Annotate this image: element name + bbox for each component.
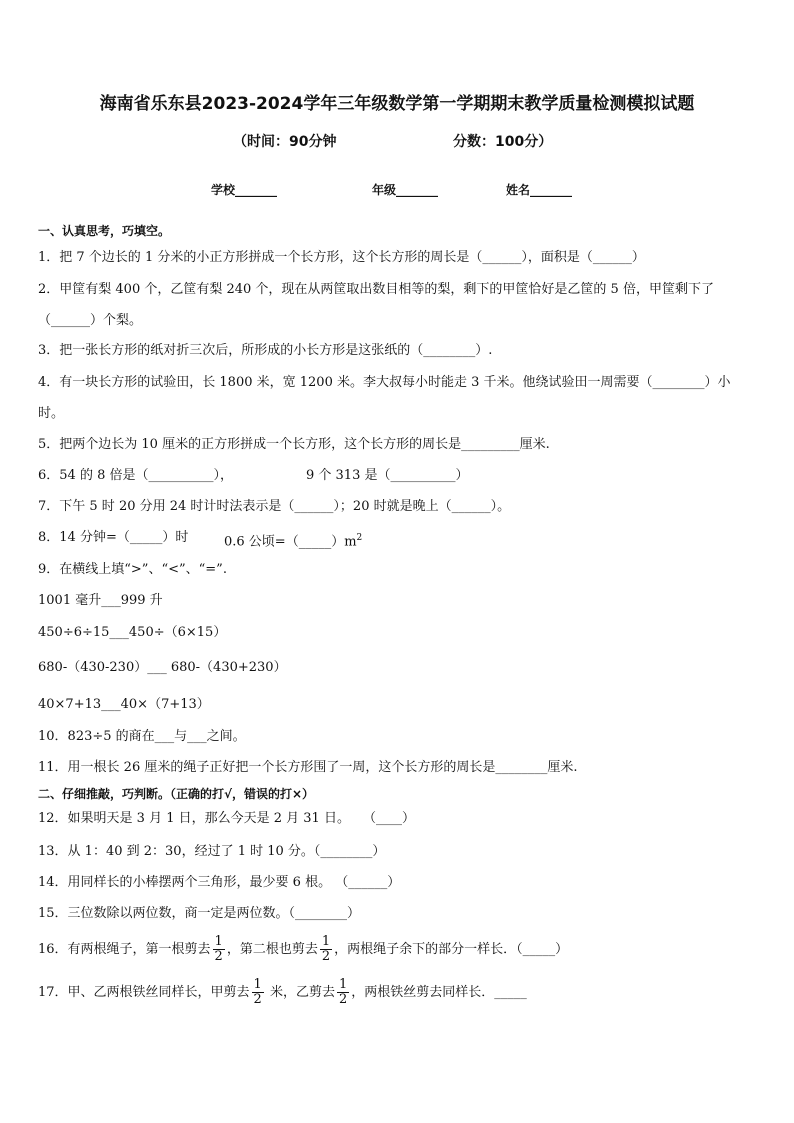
question-8-part-b: 0.6 公顷$=(\_\_\_\_\_)m^2$ xyxy=(224,533,363,550)
exam-score: 分数：100分） xyxy=(453,134,553,150)
school-field: 学校_______ xyxy=(211,183,278,197)
question-8-part-a: 8．14 分钟=（_____）时 xyxy=(38,530,189,545)
fraction-one-half: $\frac{1}{2}$ xyxy=(253,977,262,1007)
question-2-line-2: （______）个梨。 xyxy=(38,313,143,328)
page-title: 海南省乐东县2023-2024学年三年级数学第一学期期末教学质量检测模拟试题 xyxy=(99,94,695,114)
question-10: 10．823÷5 的商在___与___之间。 xyxy=(38,729,246,744)
section-heading-fill-blank: 一、认真思考，巧填空。 xyxy=(38,224,171,238)
question-16: 16．有两根绳子，第一根剪去 $\frac{1}{2}$ ，第二根也剪去 $\frac{1}{2}$ ，两根绳子余下的部分一样长．（_____） xyxy=(38,934,569,964)
question-4-line-2: 时。 xyxy=(38,406,65,421)
question-3: 3．把一张长方形的纸对折三次后，所形成的小长方形是这张纸的（________）. xyxy=(38,343,493,358)
question-9-item-a: 1001 毫升___999 升 xyxy=(38,593,163,608)
question-9-item-d: 40×7+13___40×（7+13） xyxy=(38,697,210,712)
fraction-one-half: $\frac{1}{2}$ xyxy=(321,934,331,964)
question-12: 12．如果明天是 3 月 1 日，那么今天是 2 月 31 日。 （____） xyxy=(38,811,415,826)
question-1: 1．把 7 个边长的 1 分米的小正方形拼成一个长方形，这个长方形的周长是（______），面积是（______） xyxy=(38,250,645,265)
question-9: 9．在横线上填“>”、“<”、“=”. xyxy=(38,562,227,577)
question-2-line-1: 2．甲筐有梨 400 个，乙筐有梨 240 个，现在从两筐取出数目相等的梨，剩下的甲筐恰好是乙筐的 5 倍，甲筐剩下了 xyxy=(38,282,714,297)
fraction-one-half: $\frac{1}{2}$ xyxy=(214,934,223,964)
grade-field: 年级_______ xyxy=(372,183,439,197)
name-field: 姓名_______ xyxy=(506,183,573,197)
exam-time: （时间：90分钟 xyxy=(233,134,337,150)
question-6-part-a: 6．54 的 8 倍是（__________）， xyxy=(38,468,233,483)
question-4-line-1: 4．有一块长方形的试验田，长 1800 米，宽 1200 米。李大叔每小时能走 3 千米。他绕试验田一周需要（________）小 xyxy=(38,375,731,390)
question-9-item-c: 680-（430-230）___ 680-（430+230） xyxy=(38,660,287,675)
superscript-2: 2 xyxy=(356,533,363,543)
question-14: 14．用同样长的小棒摆两个三角形，最少要 6 根。 （______） xyxy=(38,875,401,890)
question-9-item-b: 450÷6÷15___450÷（6×15） xyxy=(38,625,227,640)
question-7: 7．下午 5 时 20 分用 24 时计时法表示是（______）；20 时就是晚上（______）。 xyxy=(38,499,511,514)
question-17: 17．甲、乙两根铁丝同样长，甲剪去 $\frac{1}{2}$ 米，乙剪去 $\frac{1}{2}$ ，两根铁丝剪去同样长．_____ xyxy=(38,977,527,1007)
section-heading-judge: 二、仔细推敲，巧判断。（正确的打√，错误的打×） xyxy=(38,787,315,801)
question-6-part-b: 9 个 313 是（__________） xyxy=(306,468,469,483)
question-15: 15．三位数除以两位数，商一定是两位数。（________） xyxy=(38,906,361,921)
question-11: 11．用一根长 26 厘米的绳子正好把一个长方形围了一周，这个长方形的周长是________厘米. xyxy=(38,760,578,775)
question-5: 5．把两个边长为 10 厘米的正方形拼成一个长方形，这个长方形的周长是_________厘米. xyxy=(38,437,550,452)
question-13: 13．从 1：40 到 2：30，经过了 1 时 10 分。（________） xyxy=(38,844,386,859)
fraction-one-half: $\frac{1}{2}$ xyxy=(338,977,348,1007)
